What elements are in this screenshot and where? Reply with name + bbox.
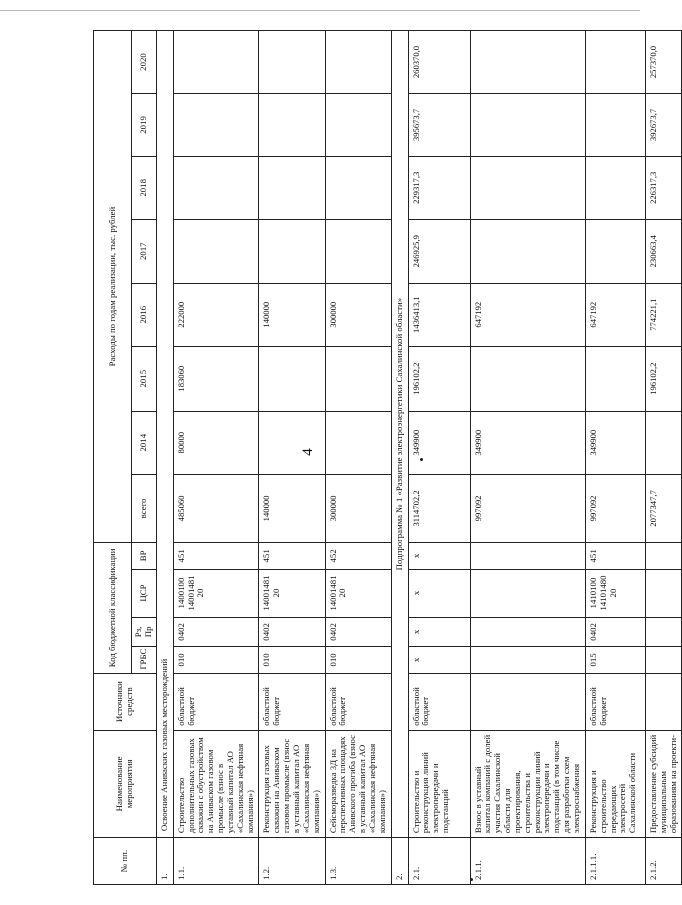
row-vr: x — [408, 543, 470, 569]
row-rzpr: 0402 — [259, 617, 325, 647]
row-csr: 1400100 14001481 20 — [173, 569, 259, 617]
header-year-2017: 2017 — [132, 219, 157, 283]
header-year-2015: 2015 — [132, 346, 157, 411]
row-2016: 774221,1 — [645, 283, 682, 346]
row-2020: 257370,0 — [645, 31, 682, 94]
row-2018 — [325, 156, 391, 219]
row-num: 2.1.1. — [470, 838, 585, 885]
row-2019 — [325, 94, 391, 157]
row-2019 — [470, 94, 585, 157]
row-2015: 183060 — [173, 346, 259, 411]
header-source: Источники средств — [94, 673, 157, 730]
row-2014: 349900 — [408, 411, 470, 474]
row-2014 — [645, 411, 682, 474]
row-2017 — [325, 219, 391, 283]
row-grbs: 015 — [585, 647, 645, 673]
header-num: № пп. — [94, 838, 157, 885]
row-csr: 14001481 20 — [325, 569, 391, 617]
row-source: областной бюджет — [408, 673, 470, 730]
budget-table — [93, 30, 682, 885]
row-rzpr: 0402 — [325, 617, 391, 647]
row-num: 1.1. — [173, 838, 259, 885]
row-name: Взнос в уставный капитал компаний с долей участия Сахалинской области для проектирования, строительства и реконструкции линий электропередачи и подстанций (в том числе для разработки схем электроснабжения — [470, 730, 585, 837]
row-total: 3114702,2 — [408, 474, 470, 543]
header-expense-group: Расходы по годам реализации, тыс. рублей — [94, 31, 132, 543]
row-2014 — [325, 411, 391, 474]
row-grbs: 010 — [259, 647, 325, 673]
row-rzpr — [470, 617, 585, 647]
row-2019 — [585, 94, 645, 157]
row-source: областной бюджет — [173, 673, 259, 730]
row-source: областной бюджет — [259, 673, 325, 730]
row-2018: 226317,3 — [645, 156, 682, 219]
row-2019 — [173, 94, 259, 157]
table-row — [585, 31, 645, 885]
row-num: 1. — [156, 838, 173, 885]
header-year-2014: 2014 — [132, 411, 157, 474]
subprogram-title: Подпрограмма № 1 «Развитие электроэнергетики Сахалинской области» — [391, 31, 408, 838]
row-2016: 1436413,1 — [408, 283, 470, 346]
subprogram-row — [391, 31, 408, 885]
row-total: 997092 — [470, 474, 585, 543]
row-2020 — [470, 31, 585, 94]
row-num: 2.1.1.1. — [585, 838, 645, 885]
row-total: 2077347,7 — [645, 474, 682, 543]
row-2017 — [259, 219, 325, 283]
row-rzpr: 0402 — [173, 617, 259, 647]
header-grbs: ГРБС — [132, 647, 157, 673]
row-2014: 80000 — [173, 411, 259, 474]
row-vr — [470, 543, 585, 569]
row-name: Строительство и реконструкция линий электропередачи и подстанций — [408, 730, 470, 837]
section-row — [156, 31, 173, 885]
row-2018: 229317,3 — [408, 156, 470, 219]
row-grbs: 010 — [325, 647, 391, 673]
row-2020 — [325, 31, 391, 94]
header-name: Наименование мероприятия — [94, 730, 157, 837]
row-csr — [645, 569, 682, 617]
row-2015 — [585, 346, 645, 411]
row-2019 — [259, 94, 325, 157]
row-2015: 196102,2 — [645, 346, 682, 411]
row-2017: 230663,4 — [645, 219, 682, 283]
row-num: 1.3. — [325, 838, 391, 885]
row-source — [645, 673, 682, 730]
row-2014: 349900 — [585, 411, 645, 474]
header-year-2016: 2016 — [132, 283, 157, 346]
row-num: 2. — [391, 838, 408, 885]
row-grbs — [470, 647, 585, 673]
row-vr — [645, 543, 682, 569]
row-grbs: 010 — [173, 647, 259, 673]
row-total: 485060 — [173, 474, 259, 543]
header-year-2019: 2019 — [132, 94, 157, 157]
row-rzpr: x — [408, 617, 470, 647]
row-2018 — [470, 156, 585, 219]
table-row — [408, 31, 470, 885]
row-num: 2.1. — [408, 838, 470, 885]
row-source: областной бюджет — [585, 673, 645, 730]
row-vr: 452 — [325, 543, 391, 569]
row-grbs — [645, 647, 682, 673]
row-2016: 647192 — [470, 283, 585, 346]
row-2015 — [325, 346, 391, 411]
row-2018 — [585, 156, 645, 219]
row-2019: 395673,7 — [408, 94, 470, 157]
row-2017: 246925,9 — [408, 219, 470, 283]
row-total: 997092 — [585, 474, 645, 543]
row-source: областной бюджет — [325, 673, 391, 730]
row-csr: 14001481 20 — [259, 569, 325, 617]
table-row — [645, 31, 682, 885]
row-csr: x — [408, 569, 470, 617]
row-2018 — [259, 156, 325, 219]
header-total: всего — [132, 474, 157, 543]
row-total: 140000 — [259, 474, 325, 543]
table-row — [470, 31, 585, 885]
row-vr: 451 — [173, 543, 259, 569]
row-grbs: x — [408, 647, 470, 673]
table-row — [325, 31, 391, 885]
row-2014: 349900 — [470, 411, 585, 474]
row-name: Предоставление субсидий муниципальным образованиям на проекти- — [645, 730, 682, 837]
row-2014 — [259, 411, 325, 474]
row-2020 — [585, 31, 645, 94]
row-vr: 451 — [585, 543, 645, 569]
row-2017 — [585, 219, 645, 283]
top-rule — [0, 10, 640, 11]
row-2016: 647192 — [585, 283, 645, 346]
row-2016: 140000 — [259, 283, 325, 346]
row-num: 2.1.2. — [645, 838, 682, 885]
header-rzpr: Рз, Пр — [132, 617, 157, 647]
row-2015: 196102,2 — [408, 346, 470, 411]
row-2020: 260370,0 — [408, 31, 470, 94]
row-csr — [470, 569, 585, 617]
header-year-2020: 2020 — [132, 31, 157, 94]
row-2017 — [470, 219, 585, 283]
page-number: 4 — [300, 448, 316, 456]
header-vr: ВР — [132, 543, 157, 569]
row-2015 — [470, 346, 585, 411]
row-2020 — [259, 31, 325, 94]
row-2018 — [173, 156, 259, 219]
row-source — [470, 673, 585, 730]
row-2016: 300000 — [325, 283, 391, 346]
row-rzpr — [645, 617, 682, 647]
header-csr: ЦСР — [132, 569, 157, 617]
row-rzpr: 0402 — [585, 617, 645, 647]
row-csr: 1410100 14101480 20 — [585, 569, 645, 617]
row-2015 — [259, 346, 325, 411]
header-code-group: Код бюджетной классификации — [94, 543, 132, 673]
row-2019: 392673,7 — [645, 94, 682, 157]
row-2020 — [173, 31, 259, 94]
row-num: 1.2. — [259, 838, 325, 885]
row-total: 300000 — [325, 474, 391, 543]
table-row — [259, 31, 325, 885]
row-vr: 451 — [259, 543, 325, 569]
row-name: Сейсморазведка 3Д на перспективных площадях Анивского прогиба (взнос в уставный капитал АО «Сахалинская нефтяная компания») — [325, 730, 391, 837]
row-2016: 222000 — [173, 283, 259, 346]
header-year-2018: 2018 — [132, 156, 157, 219]
row-name: Реконструкция и строительство передающих электросетей Сахалинской области — [585, 730, 645, 837]
row-name: Строительство дополнительных газовых скважин с обустройством на Аниваском газовом промысле (взнос в уставный капитал АО «Сахалинская нефтяная компания») — [173, 730, 259, 837]
section-title: Освоение Аниваских газовых месторождений — [156, 31, 173, 838]
budget-table-rotated — [93, 30, 678, 885]
table-row — [173, 31, 259, 885]
row-2017 — [173, 219, 259, 283]
row-name: Реконструкция газовых скважин на Аниваском газовом промысле (взнос в уставный капитал АО «Сахалинская нефтяная компания») — [259, 730, 325, 837]
